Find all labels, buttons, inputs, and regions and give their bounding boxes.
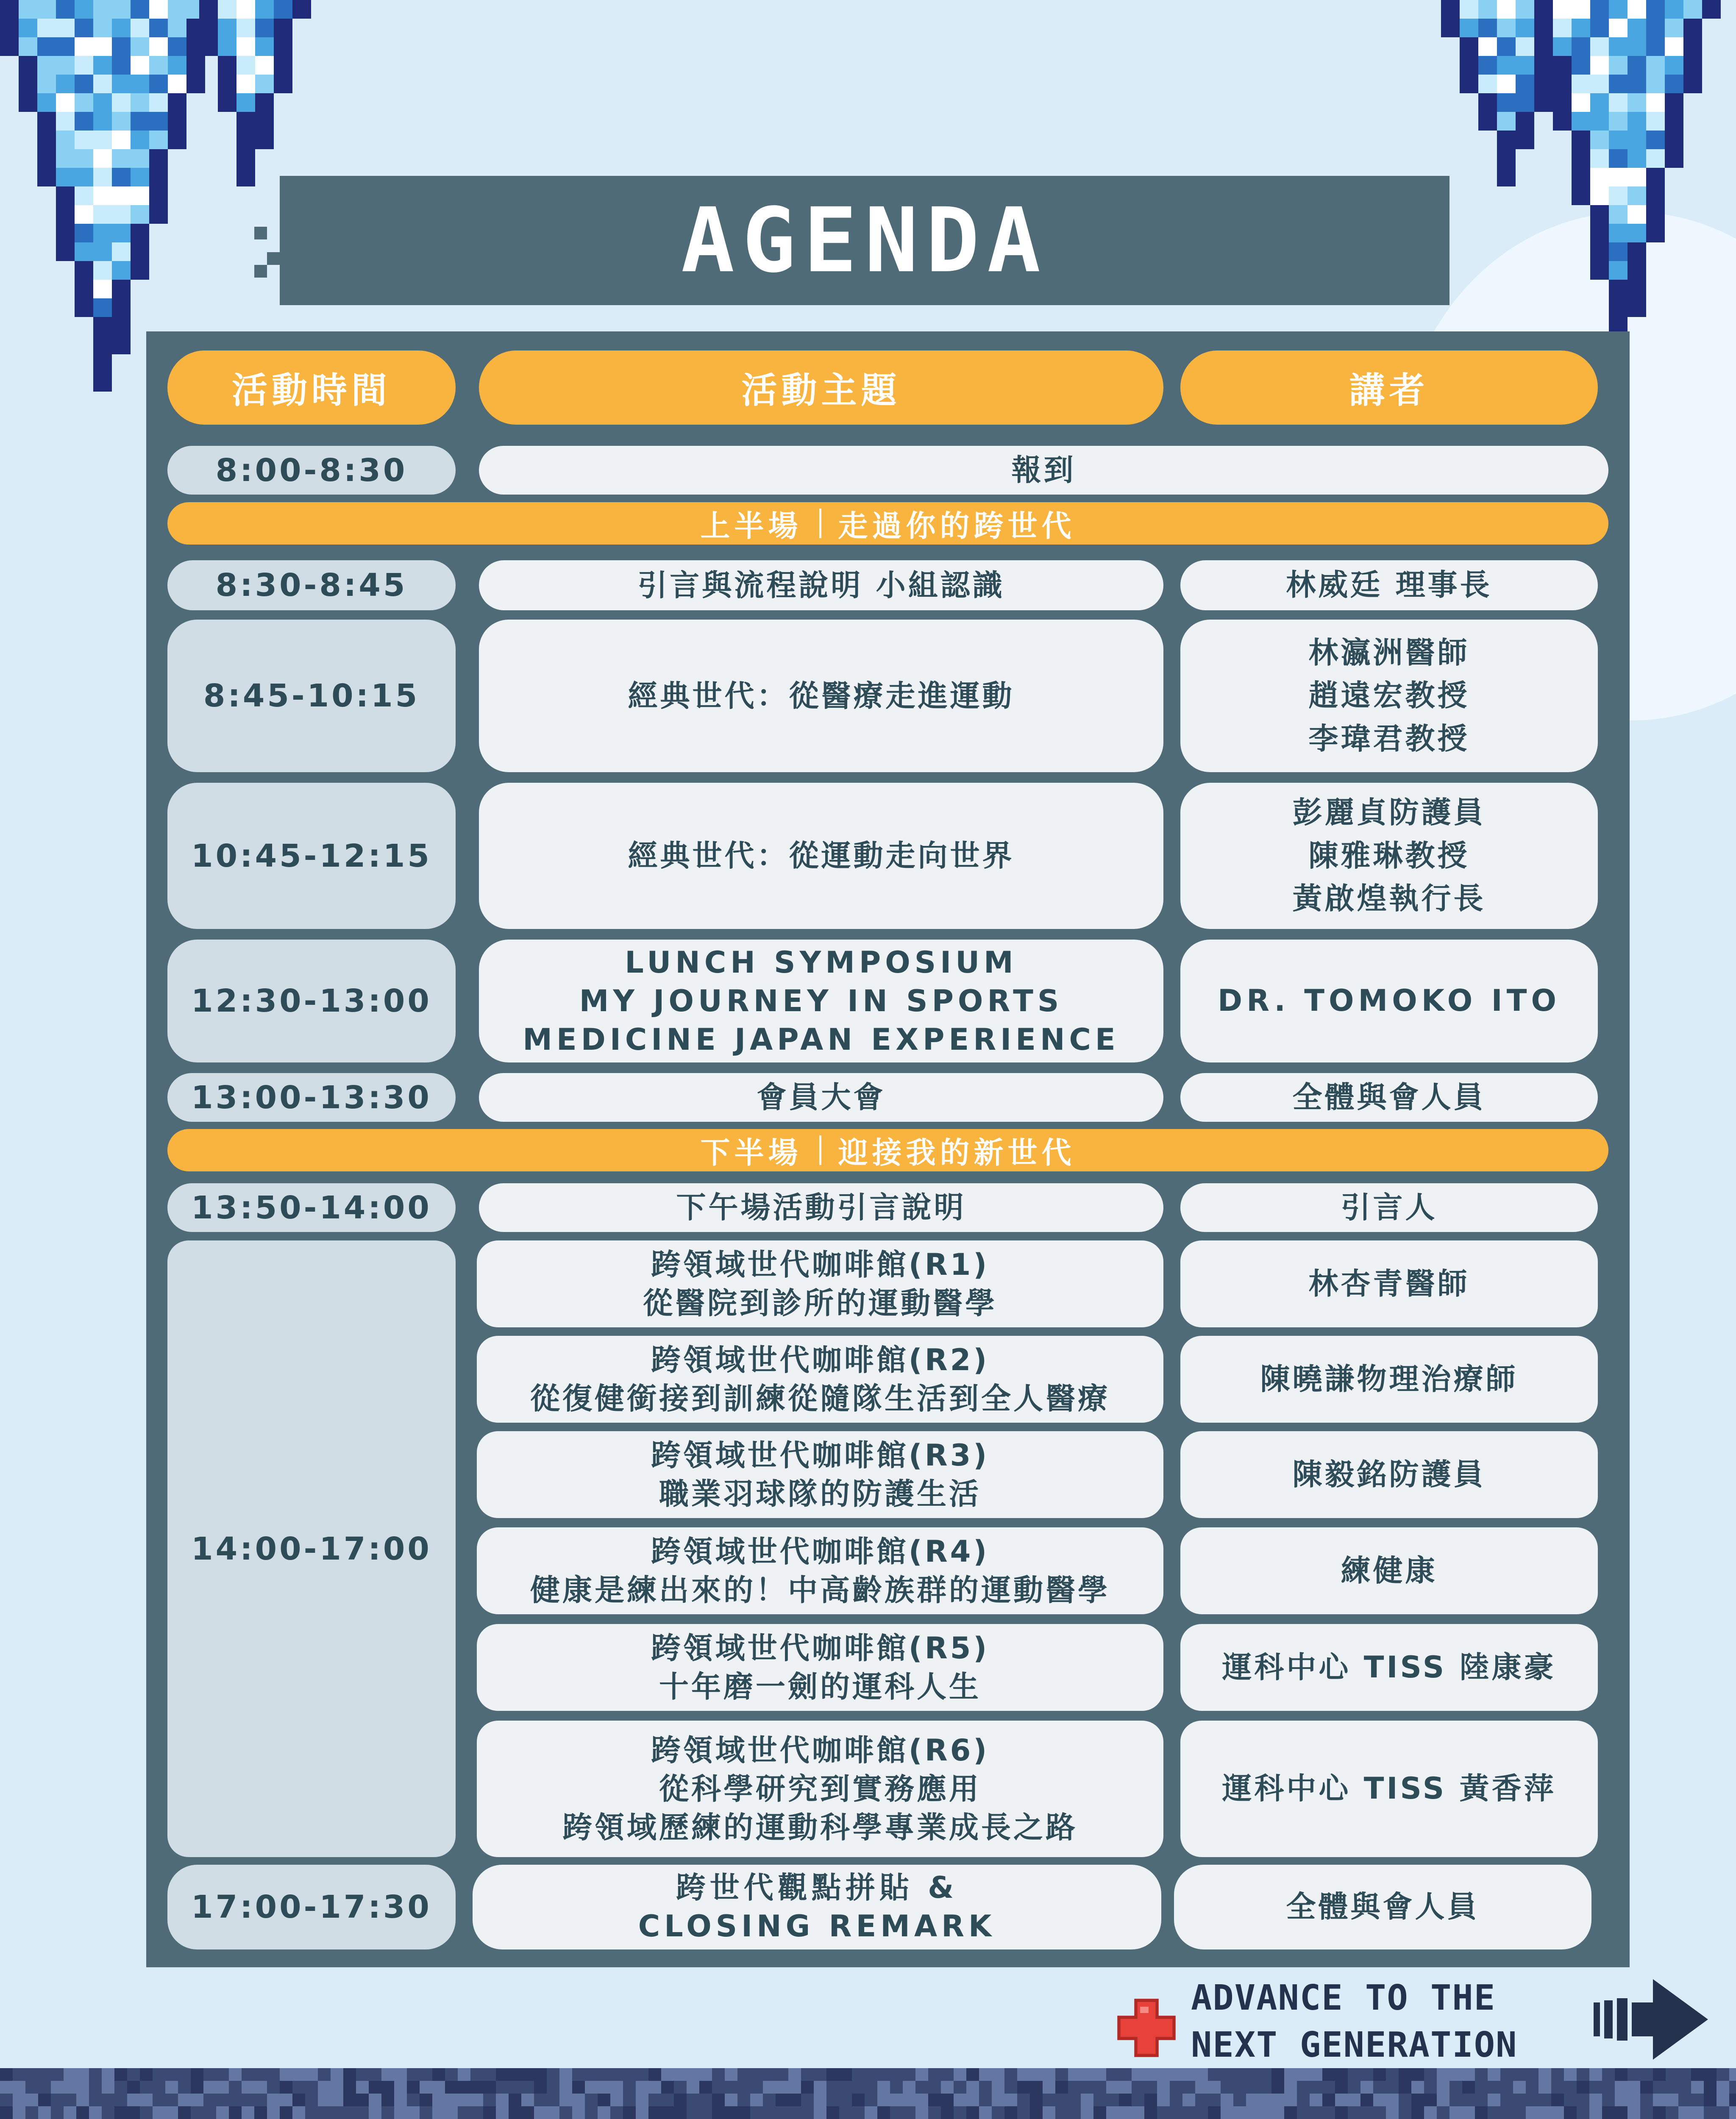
topic-cell [479,1073,1163,1122]
session-speaker-r5: 運科中心 TISS 陸康豪 [1180,1624,1598,1711]
topic-line: 跨領域世代咖啡館(R4) [651,1534,990,1569]
time-cell: 8:00-8:30 [167,446,456,495]
topic-cell [473,1865,1161,1949]
speaker-line: 引言人 [1341,1190,1438,1225]
footer-line: NEXT GENERATION [1191,2024,1518,2065]
time-cell: 14:00-17:00 [167,1240,456,1857]
topic-line: 下午場活動引言說明 [676,1190,966,1225]
speaker-line: 趙遠宏教授 [1308,678,1470,713]
time-cell: 8:45-10:15 [167,620,456,772]
section-banner-second-half [167,1129,1608,1171]
topic-line: MEDICINE JAPAN EXPERIENCE [523,1022,1120,1057]
speaker-line: 全體與會人員 [1286,1889,1480,1924]
topic-line: 從醫院到診所的運動醫學 [643,1285,997,1321]
session-speaker-r2: 陳曉謙物理治療師 [1180,1336,1598,1423]
topic-line: 引言與流程說明 小組認識 [637,567,1005,603]
topic-line: 經典世代：從運動走向世界 [628,838,1015,873]
topic-line: 跨領域世代咖啡館(R1) [651,1247,990,1282]
topic-line: 職業羽球隊的防護生活 [659,1476,981,1511]
session-topic-r5 [477,1624,1163,1711]
header-speaker: 講者 [1180,350,1598,425]
speaker-line: 林威廷 理事長 [1286,567,1492,603]
session-topic-r3 [477,1431,1163,1518]
time-cell: 17:00-17:30 [167,1865,456,1949]
speaker-line: 黃啟煌執行長 [1292,881,1486,916]
session-topic-r1 [477,1240,1163,1327]
page-title: AGENDA [681,189,1049,292]
topic-line: 健康是練出來的！中高齡族群的運動醫學 [530,1572,1110,1607]
speaker-line: 林瀛洲醫師 [1308,635,1470,670]
topic-line: 從科學研究到實務應用 [659,1771,981,1806]
time-cell: 10:45-12:15 [167,783,456,929]
time-cell: 13:50-14:00 [167,1183,456,1232]
time-cell: 12:30-13:00 [167,940,456,1062]
speaker-cell [1180,620,1598,772]
speaker-line: 李瑋君教授 [1308,721,1470,756]
arrow-right-icon [1594,1975,1712,2064]
title-banner [280,176,1449,305]
red-plus-icon [1115,1996,1178,2060]
topic-line: 經典世代：從醫療走進運動 [628,678,1015,713]
section-label: 下半場 [700,1135,802,1170]
topic-line: 會員大會 [757,1080,886,1115]
speaker-line: 陳雅琳教授 [1308,838,1470,873]
speaker-cell [1180,1183,1598,1232]
footer-line: ADVANCE TO THE [1191,1978,1496,2018]
topic-cell [479,620,1163,772]
topic-line: 跨領域世代咖啡館(R2) [651,1342,990,1377]
speaker-cell [1180,1073,1598,1122]
topic-line: 跨領域歷練的運動科學專業成長之路 [562,1810,1078,1845]
session-speaker-r1: 林杏青醫師 [1180,1240,1598,1327]
topic-line: 十年磨一劍的運科人生 [659,1669,981,1704]
topic-line: 跨世代觀點拼貼 & [676,1870,958,1905]
section-subtitle: 走過你的跨世代 [838,508,1076,543]
section-label: 上半場 [700,508,802,543]
header-topic: 活動主題 [479,350,1163,425]
speaker-line: 彭麗貞防護員 [1292,795,1486,830]
topic-line: 從復健銜接到訓練從隨隊生活到全人醫療 [530,1381,1110,1416]
section-banner-first-half [167,502,1608,545]
topic-line: MY JOURNEY IN SPORTS [579,983,1063,1018]
topic-line: CLOSING REMARK [638,1909,996,1944]
agenda-panel [146,331,1630,1967]
topic-cell [479,783,1163,929]
topic-line: 跨領域世代咖啡館(R5) [651,1630,990,1666]
topic-line: 跨領域世代咖啡館(R3) [651,1438,990,1473]
time-cell: 8:30-8:45 [167,560,456,610]
session-topic-r4 [477,1527,1163,1614]
speaker-line: DR. TOMOKO ITO [1218,983,1561,1018]
session-speaker-r4: 練健康 [1180,1527,1598,1614]
session-speaker-r6: 運科中心 TISS 黃香萍 [1180,1721,1598,1857]
session-topic-r2 [477,1336,1163,1423]
header-time: 活動時間 [167,350,456,425]
session-topic-r6 [477,1721,1163,1857]
topic-line: LUNCH SYMPOSIUM [625,945,1018,980]
topic-cell [479,1183,1163,1232]
speaker-cell [1180,783,1598,929]
speaker-line: 全體與會人員 [1292,1079,1486,1115]
speaker-cell [1180,940,1598,1062]
topic-line: 跨領域世代咖啡館(R6) [651,1732,990,1768]
speaker-cell [1174,1865,1591,1949]
topic-cell [479,940,1163,1062]
session-speaker-r3: 陳毅銘防護員 [1180,1431,1598,1518]
topic-line: 報到 [1011,453,1076,487]
footer-slogan [1191,1975,1598,2077]
pixel-stone-ground [0,2068,1736,2119]
time-cell: 13:00-13:30 [167,1073,456,1122]
topic-cell [479,560,1163,610]
section-subtitle: 迎接我的新世代 [838,1135,1076,1170]
topic-cell [479,446,1608,495]
speaker-cell [1180,560,1598,610]
